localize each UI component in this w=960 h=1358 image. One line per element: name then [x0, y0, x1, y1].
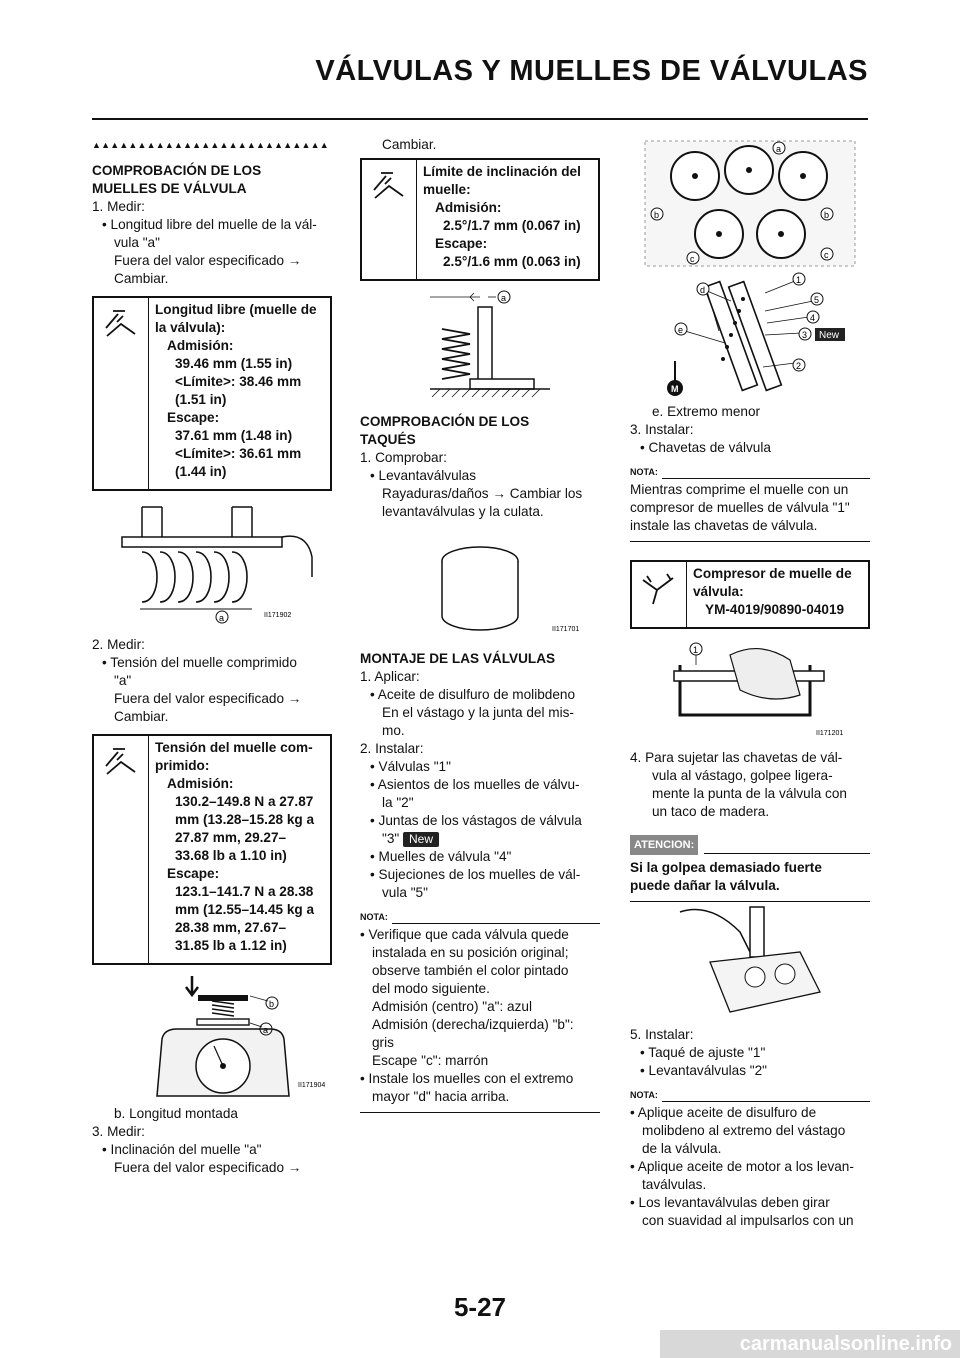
- figure-code: II171701: [552, 626, 580, 633]
- note-bullet: • Verifique que cada válvula quede: [360, 927, 569, 942]
- page-number: 5-27: [453, 1292, 507, 1322]
- new-badge: New: [819, 330, 840, 341]
- spec-line: <Límite>: 36.61 mm: [175, 446, 302, 461]
- bullet-text: • Inclinación del muelle "a": [102, 1142, 262, 1157]
- figure-label: a: [776, 144, 782, 154]
- caution-header: [630, 835, 870, 855]
- spec-line: <Límite>: 38.46 mm: [175, 374, 302, 389]
- bullet-text: levantaválvulas y la culata.: [382, 504, 544, 519]
- step-text: un taco de madera.: [652, 804, 770, 819]
- spec-box-free-length: [92, 296, 332, 491]
- figure-label: 1: [693, 645, 699, 655]
- figure-label: c: [824, 250, 829, 260]
- spec-line: la válvula):: [155, 320, 226, 335]
- bullet-text: • Tensión del muelle comprimido: [102, 655, 297, 670]
- note-header: [630, 1086, 870, 1104]
- bullet-text: • Sujeciones de los muelles de vál-: [370, 867, 581, 882]
- note-text: gris: [372, 1035, 394, 1050]
- bullet-text: En el vástago y la junta del mis-: [382, 705, 574, 720]
- spec-line: 31.85 lb a 1.12 in): [175, 938, 287, 953]
- bullet-text: "3": [382, 831, 400, 846]
- continuation-text: Cambiar.: [382, 137, 437, 152]
- bullet-text: • Aceite de disulfuro de molibdeno: [370, 687, 576, 702]
- step-text: 1. Aplicar:: [360, 669, 420, 684]
- bullet-text: • Muelles de válvula "4": [370, 849, 512, 864]
- note-text: Mientras comprime el muelle con un: [630, 482, 849, 497]
- step-text: 1. Medir:: [92, 199, 145, 214]
- column-3: [630, 136, 870, 1230]
- spec-line: Escape:: [167, 410, 220, 425]
- bullet-text: • Asientos de los muelles de válvu-: [370, 777, 580, 792]
- figure-label: d: [700, 285, 706, 295]
- spec-line: Tensión del muelle com-: [155, 740, 313, 755]
- note-text: con suavidad al impulsarlos con un: [642, 1213, 854, 1228]
- tapping-valve-illustration: [640, 902, 860, 1022]
- bullet-text: • Juntas de los vástagos de válvula: [370, 813, 582, 828]
- figure-label: b: [824, 210, 830, 220]
- figure-label: 1: [796, 275, 802, 285]
- spec-line: mm (13.28–15.28 kg a: [175, 812, 315, 827]
- note-text: instale las chavetas de válvula.: [630, 518, 818, 533]
- bullet-text: Fuera del valor especificado →: [114, 691, 302, 706]
- spec-icon: [94, 736, 149, 963]
- spec-line: 39.46 mm (1.55 in): [175, 356, 293, 371]
- spec-line: 37.61 mm (1.48 in): [175, 428, 293, 443]
- step-text: 3. Medir:: [92, 1124, 145, 1139]
- bullet-text: Cambiar.: [114, 271, 169, 286]
- caution-text: Si la golpea demasiado fuerte: [630, 860, 822, 875]
- bullet-text: • Chavetas de válvula: [640, 440, 771, 455]
- section-heading-cont: MUELLES DE VÁLVULA: [92, 181, 247, 196]
- spec-line: válvula:: [693, 584, 744, 599]
- spec-line: (1.44 in): [175, 464, 227, 479]
- section-heading: COMPROBACIÓN DE LOS: [360, 414, 530, 429]
- spec-line: (1.51 in): [175, 392, 227, 407]
- spec-icon: [362, 160, 417, 279]
- new-badge: New: [403, 832, 439, 847]
- spec-line: Compresor de muelle de: [693, 566, 852, 581]
- note-text: observe también el color pintado: [372, 963, 569, 978]
- note-header: [360, 908, 600, 926]
- spec-line: 28.38 mm, 27.67–: [175, 920, 287, 935]
- note-label: NOTA:: [630, 467, 658, 477]
- step-text: 3. Instalar:: [630, 422, 694, 437]
- valve-spring-compressor-illustration: [640, 635, 860, 745]
- spec-box-tilt-limit: [360, 158, 600, 281]
- figure-label: e: [678, 325, 684, 335]
- header-rule: [92, 118, 868, 120]
- figure-code: II171201: [816, 730, 844, 737]
- page-title: VÁLVULAS Y MUELLES DE VÁLVULAS: [315, 55, 868, 87]
- bullet-text: • Válvulas "1": [370, 759, 451, 774]
- note-text: molibdeno al extremo del vástago: [642, 1123, 846, 1138]
- figure-label: 4: [810, 313, 816, 323]
- note-text: taválvulas.: [642, 1177, 707, 1192]
- spec-line: Escape:: [167, 866, 220, 881]
- spec-line: mm (12.55–14.45 kg a: [175, 902, 315, 917]
- note-label: NOTA:: [630, 1090, 658, 1100]
- figure-label: 5: [814, 295, 820, 305]
- spec-line: Admisión:: [435, 200, 502, 215]
- section-heading: COMPROBACIÓN DE LOS: [92, 163, 262, 178]
- caution-label: ATENCION:: [630, 835, 698, 855]
- note-end-rule: [630, 541, 870, 542]
- note-text: e. Extremo menor: [652, 404, 761, 419]
- bullet-text: Cambiar.: [114, 709, 169, 724]
- note-text: compresor de muelles de válvula "1": [630, 500, 850, 515]
- spec-line: 33.68 lb a 1.10 in): [175, 848, 287, 863]
- figure-label: b: [269, 999, 275, 1009]
- step-text: 4. Para sujetar las chavetas de vál-: [630, 750, 843, 765]
- note-text: b. Longitud montada: [114, 1106, 238, 1121]
- step-text: 2. Instalar:: [360, 741, 424, 756]
- spec-line: primido:: [155, 758, 210, 773]
- bullet-text: • Longitud libre del muelle de la vál-: [102, 217, 317, 232]
- bullet-text: vula "5": [382, 885, 428, 900]
- tool-icon: [632, 562, 687, 627]
- caliper-illustration: [102, 497, 322, 632]
- column-1: [92, 136, 332, 1177]
- valve-lifter-illustration: [370, 521, 590, 646]
- bullet-text: "a": [114, 673, 132, 688]
- bullet-text: vula "a": [114, 235, 160, 250]
- note-bullet: • Aplique aceite de disulfuro de: [630, 1105, 817, 1120]
- spec-line: Admisión:: [167, 338, 234, 353]
- valve-spring-assembly-illustration: [635, 271, 865, 401]
- spring-tilt-illustration: [370, 287, 590, 407]
- bullet-text: mo.: [382, 723, 405, 738]
- figure-code: II171904: [298, 1082, 326, 1089]
- spec-line: 123.1–141.7 N a 28.38: [175, 884, 314, 899]
- note-bullet: • Los levantaválvulas deben girar: [630, 1195, 830, 1210]
- figure-label: 2: [796, 361, 802, 371]
- step-text: 2. Medir:: [92, 637, 145, 652]
- note-text: de la válvula.: [642, 1141, 722, 1156]
- spec-line: Admisión:: [167, 776, 234, 791]
- figure-label: b: [654, 210, 660, 220]
- bullet-text: la "2": [382, 795, 414, 810]
- column-2: [360, 136, 600, 1113]
- note-end-rule: [360, 1112, 600, 1113]
- spec-box-compressor-tool: [630, 560, 870, 629]
- figure-label: 3: [802, 330, 808, 340]
- bullet-text: • Taqué de ajuste "1": [640, 1045, 766, 1060]
- note-text: Escape "c": marrón: [372, 1053, 489, 1068]
- note-bullet: • Aplique aceite de motor a los levan-: [630, 1159, 854, 1174]
- spec-line: YM-4019/90890-04019: [705, 602, 845, 617]
- step-text: mente la punta de la válvula con: [652, 786, 847, 801]
- bullet-text: • Levantaválvulas: [370, 468, 477, 483]
- figure-label: a: [263, 1025, 269, 1035]
- bullet-text: Fuera del valor especificado →: [114, 253, 302, 268]
- step-text: 5. Instalar:: [630, 1027, 694, 1042]
- spec-line: 130.2–149.8 N a 27.87: [175, 794, 314, 809]
- note-text: instalada en su posición original;: [372, 945, 569, 960]
- cylinder-head-valves-illustration: [635, 136, 865, 271]
- caution-text: puede dañar la válvula.: [630, 878, 780, 893]
- spec-line: Longitud libre (muelle de: [155, 302, 317, 317]
- spec-line: 2.5°/1.6 mm (0.063 in): [443, 254, 581, 269]
- figure-label: a: [219, 613, 225, 623]
- spec-line: 27.87 mm, 29.27–: [175, 830, 287, 845]
- note-label: NOTA:: [360, 912, 388, 922]
- spec-line: Escape:: [435, 236, 488, 251]
- figure-label: a: [501, 293, 507, 303]
- note-bullet: • Instale los muelles con el extremo: [360, 1071, 574, 1086]
- figure-label: M: [671, 384, 679, 394]
- note-text: Admisión (derecha/izquierda) "b":: [372, 1017, 574, 1032]
- bullet-text: • Levantaválvulas "2": [640, 1063, 768, 1078]
- note-header: [630, 463, 870, 481]
- spring-scale-illustration: [102, 971, 326, 1101]
- bullet-text: Rayaduras/daños → Cambiar los: [382, 486, 583, 501]
- bullet-text: Fuera del valor especificado →: [114, 1160, 302, 1175]
- watermark: carmanualsonline.info: [660, 1330, 960, 1358]
- section-divider-triangles: ▲▲▲▲▲▲▲▲▲▲▲▲▲▲▲▲▲▲▲▲▲▲▲▲▲▲: [92, 140, 329, 150]
- step-text: vula al vástago, golpee ligera-: [652, 768, 833, 783]
- spec-icon: [94, 298, 149, 489]
- note-text: del modo siguiente.: [372, 981, 490, 996]
- spec-line: 2.5°/1.7 mm (0.067 in): [443, 218, 581, 233]
- figure-code: II171902: [264, 612, 292, 619]
- spec-box-compressed-tension: [92, 734, 332, 965]
- section-heading-cont: TAQUÉS: [360, 432, 416, 447]
- section-heading: MONTAJE DE LAS VÁLVULAS: [360, 651, 556, 666]
- spec-line: muelle:: [423, 182, 471, 197]
- note-text: mayor "d" hacia arriba.: [372, 1089, 510, 1104]
- step-text: 1. Comprobar:: [360, 450, 447, 465]
- figure-label: c: [690, 254, 695, 264]
- spec-line: Límite de inclinación del: [423, 164, 581, 179]
- note-text: Admisión (centro) "a": azul: [372, 999, 532, 1014]
